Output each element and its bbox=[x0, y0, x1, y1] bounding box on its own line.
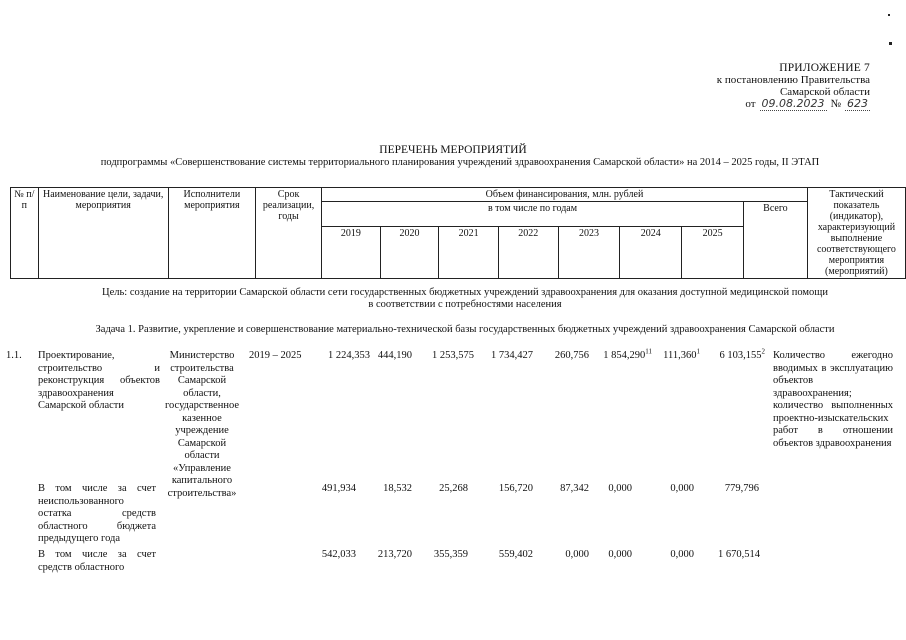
value-2019: 542,033 bbox=[321, 549, 356, 560]
header-year: 2025 bbox=[682, 227, 744, 279]
value-2024-amount: 1 854,290 bbox=[603, 350, 646, 361]
value-total-footnote: 2 bbox=[761, 347, 765, 356]
row-name: Проектирование, строительство и реконструкция объектов здравоохранения Самарской области bbox=[38, 350, 160, 411]
goal-line-2: в соответствии с потребностями населения bbox=[368, 299, 562, 310]
header-name: Наименование цели, задачи, мероприятия bbox=[38, 188, 168, 279]
date-prefix: от bbox=[745, 98, 756, 110]
value-2023: 0,000 bbox=[565, 549, 589, 560]
value-2021: 25,268 bbox=[439, 483, 468, 494]
value-2020: 213,720 bbox=[377, 549, 412, 560]
value-2025 bbox=[650, 347, 700, 361]
document-title: ПЕРЕЧЕНЬ МЕРОПРИЯТИЙ bbox=[379, 144, 527, 156]
value-2020: 18,532 bbox=[383, 483, 412, 494]
sub-row-name: В том числе за счет средств областного bbox=[38, 549, 156, 573]
appendix-title: ПРИЛОЖЕНИЕ 7 bbox=[779, 62, 870, 74]
goal-line-1: Цель: создание на территории Самарской области сети государственных бюджетных учреждений здравоохранения для оказания доступной медицинской помощи bbox=[102, 287, 828, 298]
value-2023: 260,756 bbox=[554, 350, 589, 361]
appendix-signature-line bbox=[700, 98, 870, 111]
task-heading: Задача 1. Развитие, укрепление и совершенствование материально-технической базы государственных бюджетных учреждений здравоохранения Самарской области bbox=[95, 324, 835, 335]
row-executor: Министерство строительства Самарской области, государственное казенное учреждение Самарской области «Управление капитального строительства» bbox=[164, 350, 239, 499]
row-term: 2019 – 2025 bbox=[249, 350, 302, 361]
value-2019: 1 224,353 bbox=[328, 350, 370, 361]
appendix-line-1: к постановлению Правительства bbox=[716, 74, 870, 86]
header-by-years: в том числе по годам bbox=[322, 202, 744, 227]
header-indicator: Тактический показатель (индикатор), характеризующий выполнение соответствующего мероприятия (мероприятий) bbox=[807, 188, 905, 279]
header-volume: Объем финансирования, млн. рублей bbox=[322, 188, 808, 202]
value-2025-footnote: 1 bbox=[696, 347, 700, 356]
header-year: 2022 bbox=[498, 227, 558, 279]
value-2024-footnote: 11 bbox=[645, 347, 652, 356]
value-total: 779,796 bbox=[724, 483, 759, 494]
value-2022: 1 734,427 bbox=[491, 350, 533, 361]
scan-dot bbox=[889, 42, 892, 45]
value-2023: 87,342 bbox=[560, 483, 589, 494]
value-2022: 156,720 bbox=[498, 483, 533, 494]
value-2020: 444,190 bbox=[377, 350, 412, 361]
appendix-line-2: Самарской области bbox=[779, 86, 870, 98]
value-2024: 0,000 bbox=[608, 549, 632, 560]
scan-dot bbox=[888, 14, 890, 16]
row-number: 1.1. bbox=[6, 350, 22, 361]
header-year: 2019 bbox=[322, 227, 381, 279]
handwritten-date: 09.08.2023 bbox=[761, 97, 825, 110]
handwritten-number: 623 bbox=[847, 97, 868, 110]
value-2024: 0,000 bbox=[608, 483, 632, 494]
value-total bbox=[700, 347, 765, 361]
number-prefix: № bbox=[830, 98, 841, 110]
value-2021: 1 253,575 bbox=[432, 350, 474, 361]
header-term: Срок реализации, годы bbox=[256, 188, 322, 279]
value-2024 bbox=[580, 347, 652, 361]
header-total: Всего bbox=[743, 202, 807, 279]
table-header bbox=[10, 187, 906, 279]
header-executor: Исполнители мероприятия bbox=[168, 188, 255, 279]
header-year: 2023 bbox=[558, 227, 620, 279]
value-2022: 559,402 bbox=[498, 549, 533, 560]
value-2025-amount: 111,360 bbox=[663, 350, 697, 361]
row-indicator: Количество ежегодно вводимых в эксплуатацию объектов здравоохранения; количество выполненных проектно-изыскательских работ в отношении объектов здравоохранения bbox=[773, 350, 893, 449]
value-2025: 0,000 bbox=[670, 549, 694, 560]
document-subtitle: подпрограммы «Совершенствование системы территориального планирования учреждений здравоохранения Самарской области» на 2014 – 2025 годы, II ЭТАП bbox=[100, 157, 820, 168]
value-2025: 0,000 bbox=[670, 483, 694, 494]
header-year: 2020 bbox=[380, 227, 439, 279]
value-total-amount: 6 103,155 bbox=[719, 350, 762, 361]
sub-row-name: В том числе за счет неиспользованного остатка средств областного бюджета предыдущего года bbox=[38, 483, 156, 544]
header-year: 2024 bbox=[620, 227, 682, 279]
value-2021: 355,359 bbox=[433, 549, 468, 560]
appendix-block bbox=[700, 62, 870, 111]
value-2019: 491,934 bbox=[321, 483, 356, 494]
goal-text bbox=[80, 287, 850, 311]
header-year: 2021 bbox=[439, 227, 499, 279]
value-total: 1 670,514 bbox=[718, 549, 760, 560]
header-num: № п/п bbox=[11, 188, 39, 279]
